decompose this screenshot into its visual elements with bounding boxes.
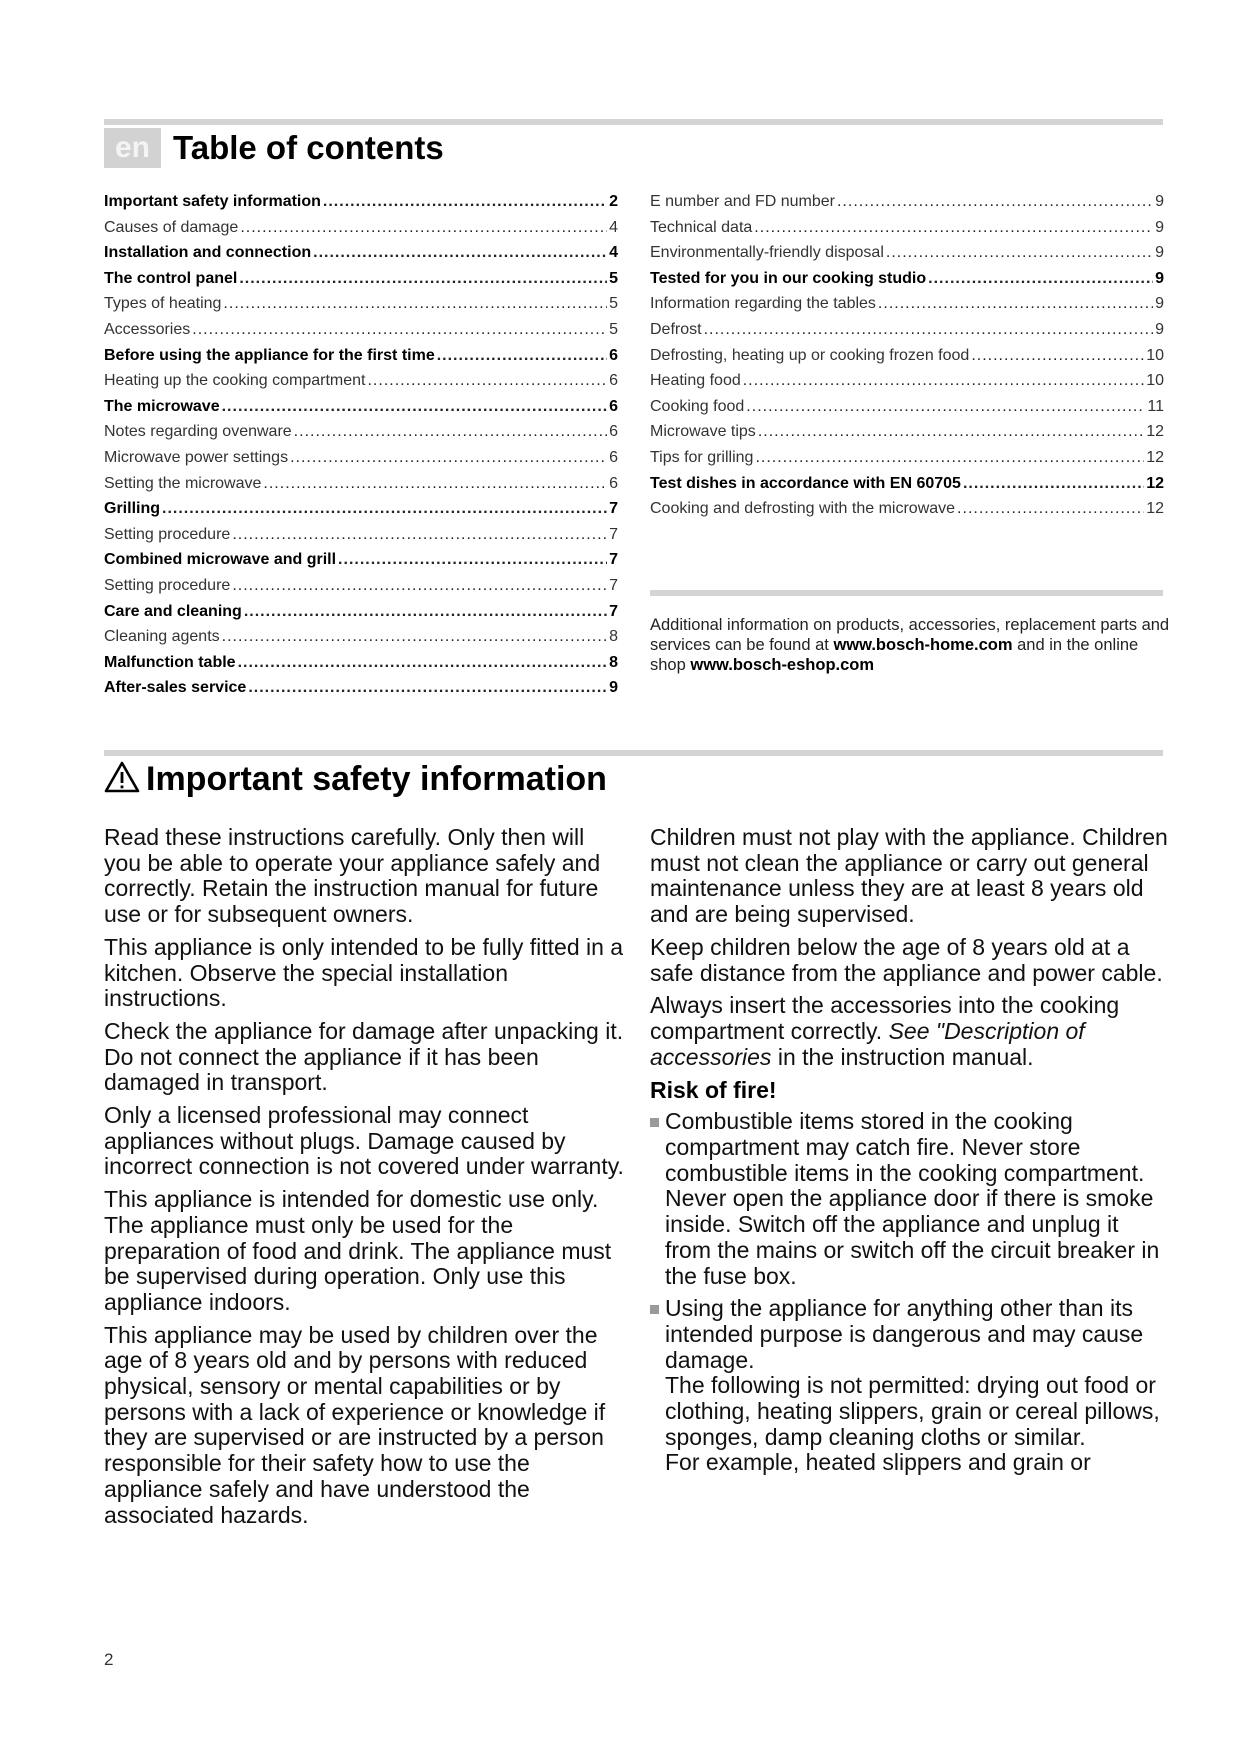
safety-paragraph: This appliance is intended for domestic use only. The appliance must only be used for the preparation of food and drink. The appliance must be supervised during operation. Only use this appliance indoors. [104, 1186, 612, 1315]
toc-entry[interactable] [650, 321, 1164, 347]
toc-entry[interactable] [650, 372, 1164, 398]
toc-entry[interactable] [104, 500, 618, 526]
bullet-text: Using the appliance for anything other than its intended purpose is dangerous and may cause damage. [665, 1295, 1144, 1373]
toc-entry-page: 9 [1155, 320, 1164, 338]
toc-leader-dots [837, 193, 1153, 211]
toc-entry-page: 4 [609, 244, 618, 262]
toc-entry-label: Malfunction table [104, 653, 236, 671]
toc-entry[interactable] [104, 321, 618, 347]
toc-leader-dots [223, 295, 607, 313]
bullet-item [650, 1296, 1170, 1476]
warning-triangle-icon [104, 761, 140, 798]
toc-entry[interactable] [104, 193, 618, 219]
toc-entry[interactable] [650, 423, 1164, 449]
toc-entry-label: Causes of damage [104, 218, 239, 236]
bullet-text: The following is not permitted: drying out food or clothing, heating slippers, grain or cereal pillows, sponges, damp cleaning cloths or similar. [665, 1372, 1160, 1450]
safety-paragraph: Check the appliance for damage after unpacking it. Do not connect the appliance if it has been damaged in transport. [104, 1017, 624, 1096]
toc-leader-dots [758, 423, 1144, 441]
toc-entry-page: 4 [609, 218, 618, 236]
toc-entry[interactable] [104, 372, 618, 398]
toc-entry-page: 6 [609, 346, 618, 364]
toc-entry[interactable] [104, 449, 618, 475]
toc-entry[interactable] [650, 193, 1164, 219]
toc-entry-label: Technical data [650, 218, 753, 236]
toc-entry[interactable] [104, 219, 618, 245]
toc-entry-label: Microwave power settings [104, 448, 289, 466]
toc-leader-dots [232, 526, 607, 544]
toc-entry-page: 12 [1146, 448, 1164, 466]
toc-entry-page: 7 [609, 551, 618, 569]
toc-entry[interactable] [104, 654, 618, 680]
toc-entry-page: 12 [1146, 423, 1164, 441]
toc-entry-label: Important safety information [104, 193, 321, 210]
toc-leader-dots [192, 321, 607, 339]
toc-entry[interactable] [104, 603, 618, 629]
toc-entry-label: Environmentally-friendly disposal [650, 244, 884, 262]
toc-entry-page: 6 [609, 474, 618, 492]
safety-left-column [104, 825, 624, 1535]
toc-entry[interactable] [650, 398, 1164, 424]
toc-leader-dots [338, 551, 607, 569]
toc-entry-label: The microwave [104, 397, 220, 415]
toc-entry[interactable] [104, 475, 618, 501]
safety-paragraph: Keep children below the age of 8 years old at a safe distance from the appliance and power cable. [650, 933, 1163, 986]
safety-paragraph: Children must not play with the appliance. Children must not clean the appliance or carry out general maintenance unless they are at least 8 years old and are being supervised. [650, 824, 1168, 928]
page-title: Table of contents [173, 129, 444, 166]
toc-leader-dots [746, 398, 1145, 416]
toc-entry-page: 7 [609, 602, 618, 620]
toc-entry[interactable] [104, 244, 618, 270]
toc-entry-page: 11 [1147, 397, 1164, 415]
toc-leader-dots [743, 372, 1144, 390]
toc-entry[interactable] [104, 347, 618, 373]
toc-entry[interactable] [650, 449, 1164, 475]
toc-entry-label: E number and FD number [650, 193, 835, 210]
toc-entry-label: Cooking food [650, 397, 745, 415]
toc-leader-dots [294, 423, 607, 441]
toc-leader-dots [290, 449, 607, 467]
toc-entry-label: Heating food [650, 372, 741, 390]
toc-entry[interactable] [104, 270, 618, 296]
bullet-item [650, 1109, 1170, 1289]
toc-entry-label: Setting procedure [104, 525, 231, 543]
toc-leader-dots [367, 372, 607, 390]
toc-leader-dots [313, 244, 607, 262]
toc-entry-label: Setting procedure [104, 576, 231, 594]
toc-entry-page: 6 [609, 423, 618, 441]
toc-entry-page: 8 [609, 653, 618, 671]
toc-entry-label: Installation and connection [104, 244, 312, 262]
toc-entry-page: 6 [609, 448, 618, 466]
toc-entry[interactable] [104, 398, 618, 424]
bullet-text: For example, heated slippers and grain or [665, 1449, 1091, 1476]
toc-entry-page: 9 [1155, 218, 1164, 236]
cross-reference: See "Description of accessories [650, 1017, 1085, 1070]
toc-right-column [650, 193, 1164, 526]
safety-right-column [650, 825, 1170, 1483]
toc-entry-label: Microwave tips [650, 423, 756, 441]
toc-entry-page: 7 [609, 576, 618, 594]
toc-entry-label: Types of heating [104, 295, 222, 313]
language-badge: en [104, 128, 161, 168]
toc-entry-label: Cooking and defrosting with the microwave [650, 500, 956, 518]
toc-entry-page: 6 [609, 397, 618, 415]
toc-entry-page: 7 [609, 500, 618, 518]
toc-entry-page: 5 [609, 295, 618, 313]
toc-leader-dots [928, 270, 1153, 288]
toc-entry-label: Setting the microwave [104, 474, 262, 492]
toc-entry-page: 7 [609, 525, 618, 543]
square-bullet-icon [650, 1118, 659, 1127]
toc-leader-dots [437, 347, 607, 365]
additional-info-text: Additional information on products, accessories, replacement parts and services can be found at [650, 616, 1170, 654]
toc-entry[interactable] [104, 577, 618, 603]
toc-leader-dots [244, 603, 607, 621]
toc-entry-label: Grilling [104, 500, 160, 518]
toc-leader-dots [971, 347, 1144, 365]
safety-paragraph: This appliance may be used by children over the age of 8 years old and by persons with reduced physical, sensory or mental capabilities or by persons with a lack of experience or knowledge if they are supervised or are instructed by a person responsible for their safety how to use the appliance safely and have understood the associated hazards. [104, 1321, 606, 1528]
toc-entry[interactable] [650, 500, 1164, 526]
toc-leader-dots [222, 398, 607, 416]
toc-entry[interactable] [650, 475, 1164, 501]
toc-entry[interactable] [104, 423, 618, 449]
toc-entry-page: 6 [609, 372, 618, 390]
toc-entry[interactable] [104, 526, 618, 552]
toc-entry[interactable] [104, 295, 618, 321]
toc-leader-dots [238, 654, 608, 672]
toc-entry-page: 9 [1155, 269, 1164, 287]
toc-leader-dots [963, 475, 1144, 493]
toc-header [104, 127, 444, 169]
toc-leader-dots [263, 475, 607, 493]
safety-paragraph: Only a licensed professional may connect appliances without plugs. Damage caused by incorrect connection is not covered under warranty. [104, 1102, 624, 1180]
toc-entry-page: 5 [609, 320, 618, 338]
toc-entry-label: Cleaning agents [104, 628, 220, 646]
toc-leader-dots [232, 577, 607, 595]
toc-entry-label: Heating up the cooking compartment [104, 372, 366, 390]
toc-entry[interactable] [650, 270, 1164, 296]
paragraph-text: in the instruction manual. [771, 1043, 1034, 1070]
toc-leader-dots [248, 679, 607, 697]
toc-entry[interactable] [104, 679, 618, 705]
toc-entry-label: Combined microwave and grill [104, 551, 337, 569]
toc-entry[interactable] [104, 628, 618, 654]
toc-entry-label: Defrosting, heating up or cooking frozen food [650, 346, 970, 364]
toc-leader-dots [323, 193, 607, 211]
toc-entry[interactable] [650, 295, 1164, 321]
toc-leader-dots [878, 295, 1153, 313]
toc-entry-page: 8 [609, 628, 618, 646]
toc-leader-dots [239, 270, 607, 288]
additional-info [650, 615, 1170, 675]
toc-entry-page: 9 [1155, 295, 1164, 313]
toc-entry-label: Care and cleaning [104, 602, 242, 620]
bullet-text: Combustible items stored in the cooking compartment may catch fire. Never store combustible items in the cooking compartment. Never open the appliance door if there is smoke inside. Switch off the appliance and unplug it from the mains or switch off the circuit breaker in the fuse box. [665, 1108, 1160, 1289]
toc-entry-page: 9 [609, 679, 618, 697]
toc-entry-page: 12 [1146, 500, 1164, 518]
toc-leader-dots [754, 219, 1153, 237]
additional-info-text: and in the online shop [650, 636, 1139, 674]
bosch-eshop-link[interactable]: www.bosch-eshop.com [690, 656, 875, 674]
toc-entry-page: 9 [1155, 193, 1164, 210]
safety-paragraph: This appliance is only intended to be fully fitted in a kitchen. Observe the special installation instructions. [104, 933, 624, 1012]
toc-entry[interactable] [104, 551, 618, 577]
toc-leader-dots [222, 628, 607, 646]
page-number: 2 [104, 1650, 114, 1669]
toc-leader-dots [162, 500, 607, 518]
bosch-home-link[interactable]: www.bosch-home.com [833, 636, 1013, 654]
toc-entry-page: 2 [609, 193, 618, 210]
toc-entry[interactable] [650, 244, 1164, 270]
toc-entry-page: 10 [1146, 372, 1164, 390]
toc-entry-label: Accessories [104, 320, 191, 338]
safety-header [104, 760, 607, 799]
toc-entry-page: 9 [1155, 244, 1164, 262]
toc-leader-dots [957, 500, 1144, 518]
info-divider [650, 590, 1163, 596]
toc-leader-dots [704, 321, 1154, 339]
toc-leader-dots [240, 219, 607, 237]
toc-entry-label: Tested for you in our cooking studio [650, 269, 927, 287]
square-bullet-icon [650, 1305, 659, 1314]
toc-entry-page: 5 [609, 269, 618, 287]
toc-leader-dots [886, 244, 1153, 262]
toc-entry-label: Tips for grilling [650, 448, 754, 466]
toc-entry-label: Notes regarding ovenware [104, 423, 292, 441]
toc-entry[interactable] [650, 347, 1164, 373]
toc-entry-label: Defrost [650, 320, 702, 338]
toc-entry-label: Before using the appliance for the first time [104, 346, 435, 364]
section-divider [104, 750, 1163, 756]
toc-leader-dots [755, 449, 1144, 467]
toc-entry-label: Information regarding the tables [650, 295, 876, 313]
section-title: Important safety information [146, 760, 607, 798]
toc-entry-label: After-sales service [104, 679, 247, 697]
toc-entry-label: The control panel [104, 269, 238, 287]
toc-entry-label: Test dishes in accordance with EN 60705 [650, 474, 961, 492]
toc-entry-page: 12 [1146, 474, 1164, 492]
risk-of-fire-heading: Risk of fire! [650, 1077, 777, 1104]
toc-entry[interactable] [650, 219, 1164, 245]
safety-paragraph: Read these instructions carefully. Only then will you be able to operate your appliance safely and correctly. Retain the instruction manual for future use or for subsequent owners. [104, 824, 601, 928]
top-divider [104, 119, 1163, 125]
paragraph-text: Always insert the accessories into the cooking compartment correctly. [650, 992, 1120, 1044]
accessories-paragraph [650, 993, 1170, 1070]
toc-entry-page: 10 [1146, 346, 1164, 364]
toc-left-column [104, 193, 618, 705]
